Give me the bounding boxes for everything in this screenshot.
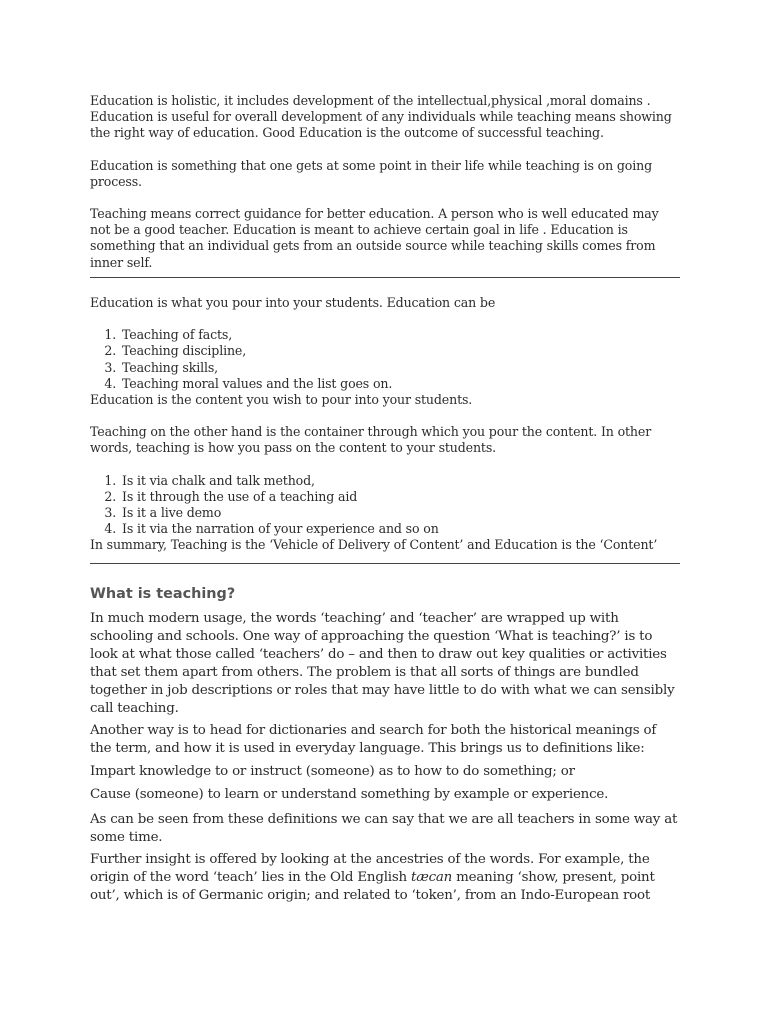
section-heading: What is teaching? (90, 586, 236, 602)
paragraph-pour-intro: Education is what you pour into your students. Education can be (90, 295, 496, 310)
list-item: 4. Is it via the narration of your experience and so on (120, 521, 680, 537)
list-item: 1. Teaching of facts, (120, 327, 680, 343)
list-item: 2. Is it through the use of a teaching aid (120, 489, 680, 505)
paragraph-ongoing-process: Education is something that one gets at some point in their life while teaching is on going process. (90, 157, 652, 189)
definition-cause: Cause (someone) to learn or understand something by example or experience. (90, 787, 609, 802)
list-how-to-pass-content (90, 473, 680, 538)
paragraph-container: Teaching on the other hand is the container through which you pour the content. In other words, teaching is how you pass on the content to your students. (90, 424, 652, 456)
list-item: 3. Teaching skills, (120, 360, 680, 376)
paragraph-holistic: Education is holistic, it includes development of the intellectual,physical ,moral domains . Education is useful for overall development of any individuals while teaching means showing the right way of education. Good Education is the outcome of successful teaching. (90, 93, 672, 141)
section-divider (90, 563, 680, 564)
old-english-word: tæcan (411, 870, 453, 885)
content-vs-container-section (90, 295, 680, 554)
paragraph-all-teachers: As can be seen from these definitions we can say that we are all teachers in some way at some time. (90, 812, 678, 845)
section-divider (90, 277, 680, 278)
list-item: 2. Teaching discipline, (120, 343, 680, 359)
definition-impart: Impart knowledge to or instruct (someone) as to how to do something; or (90, 764, 575, 779)
list-item: 3. Is it a live demo (120, 505, 680, 521)
list-item: 4. Teaching moral values and the list goes on. (120, 376, 680, 392)
paragraph-correct-guidance: Teaching means correct guidance for better education. A person who is well educated may not be a good teacher. Education is meant to achieve certain goal in life . Education is something that an individual gets from an outside source while teaching skills comes from inner self. (90, 206, 659, 270)
ancestries-text-end: meaning ‘show, present, point out’, which is of Germanic origin; and related to ‘token’, from an Indo-European root (90, 870, 655, 903)
paragraph-content-line: Education is the content you wish to pour into your students. (90, 392, 473, 408)
what-is-teaching-section (90, 586, 680, 905)
paragraph-dictionaries: Another way is to head for dictionaries and search for both the historical meanings of the term, and how it is used in everyday language. This brings us to definitions like: (90, 723, 657, 756)
paragraph-summary: In summary, Teaching is the ‘Vehicle of Delivery of Content’ and Education is the ‘Content’ (90, 537, 658, 553)
list-item: 1. Is it via chalk and talk method, (120, 473, 680, 489)
comparison-section (90, 93, 680, 271)
paragraph-modern-usage: In much modern usage, the words ‘teaching’ and ‘teacher’ are wrapped up with schooling and schools. One way of approaching the question ‘What is teaching?’ is to look at what those called ‘teachers’ do – and then to draw out key qualities or activities that set them apart from others. The problem is that all sorts of things are bundled together in job descriptions or roles that may have little to do with what we can sensibly call teaching. (90, 611, 675, 716)
ancestries-text-start: Further insight is offered by looking at the ancestries of the words. For example, the origin of the word ‘teach’ lies in the Old English (90, 852, 650, 885)
paragraph-ancestries (90, 851, 680, 905)
list-education-can-be (90, 327, 680, 392)
